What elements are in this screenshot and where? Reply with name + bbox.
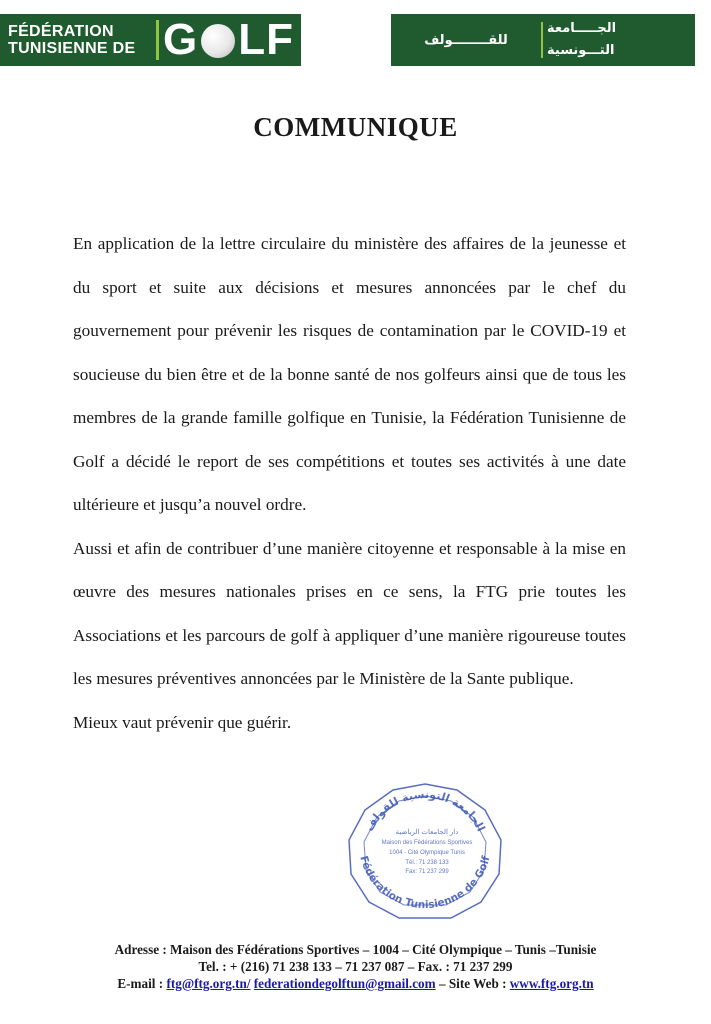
stamp-bottom-text: Fédération Tunisienne de Golf [357, 854, 493, 912]
golf-ball-icon [201, 24, 235, 58]
stamp-inner-line1: Maison des Fédérations Sportives [381, 840, 473, 846]
paragraph-1: En application de la lettre circulaire du ministère des affaires de la jeunesse et du sport et suite aux décisions et mesures annoncées par le chef du gouvernement pour prévenir les risques de contamination par le COVID-19 et soucieuse du bien être et de la bonne santé de nos golfeurs ainsi que de tous les membres de la grande famille golfique en Tunisie, la Fédération Tunisienne de Golf a décidé le report de ses compétitions et toutes ses activités à une date ultérieure et jusqu’a nouvel ordre. [73, 234, 626, 514]
stamp-inner-line4: Fax: 71 237 299 [405, 869, 449, 875]
svg-text:الجامعة التونسية للقولف [363, 788, 488, 834]
email-link-ftg[interactable]: ftg@ftg.org.tn/ [166, 976, 251, 991]
website-link[interactable]: www.ftg.org.tn [509, 976, 594, 991]
arabic-logo-line2: التـــونسية [547, 43, 615, 58]
arabic-logo-line1: الجـــــامعة [547, 21, 617, 36]
arabic-logo-golf: للقــــــــولف [424, 32, 508, 48]
arabic-logo-federation [547, 14, 695, 66]
golf-wordmark-g: G [163, 15, 199, 64]
ftg-logo-line1: FÉDÉRATION [8, 23, 114, 40]
footer-web-label: – Site Web : [435, 976, 510, 991]
logo-divider [156, 20, 159, 60]
golf-wordmark-lf: LF [238, 15, 294, 64]
official-stamp [345, 782, 505, 920]
email-link-gmail[interactable]: federationdegolftun@gmail.com [253, 976, 436, 991]
footer-email-label: E-mail : [117, 976, 167, 991]
footer-contact [0, 975, 711, 992]
paragraph-2: Aussi et afin de contribuer d’une manière citoyenne et responsable à la mise en œuvre des mesures nationales prises en ce sens, la FTG prie toutes les Associations et les parcours de golf à appliquer d’une manière rigoureuse toutes les mesures préventives annoncées par le Ministère de la Sante publique. [73, 538, 626, 688]
arabic-logo-divider [541, 22, 543, 58]
ftg-logo-text [0, 23, 156, 57]
footer-address: Adresse : Maison des Fédérations Sportives – 1004 – Cité Olympique – Tunis –Tunisie [114, 942, 597, 957]
footer [0, 941, 711, 992]
footer-phone: Tel. : + (216) 71 238 133 – 71 237 087 – Fax. : 71 237 299 [198, 959, 513, 974]
stamp-inner-line3: Tél.: 71 238 133 [405, 860, 449, 866]
stamp-arabic-top: الجامعة التونسية للقولف [362, 787, 488, 834]
communique-body [73, 222, 626, 744]
golf-wordmark [163, 14, 301, 66]
paragraph-3: Mieux vaut prévenir que guérir. [73, 712, 292, 732]
ftg-logo [0, 14, 301, 66]
page-title: COMMUNIQUE [253, 112, 458, 142]
ftg-logo-line2: TUNISIENNE DE [8, 40, 136, 57]
ftg-arabic-logo [391, 14, 695, 66]
stamp-inner-arabic: دار الجامعات الرياضية [395, 829, 459, 836]
stamp-inner-line2: 1004 - Cité Olympique Tunis [389, 850, 465, 856]
